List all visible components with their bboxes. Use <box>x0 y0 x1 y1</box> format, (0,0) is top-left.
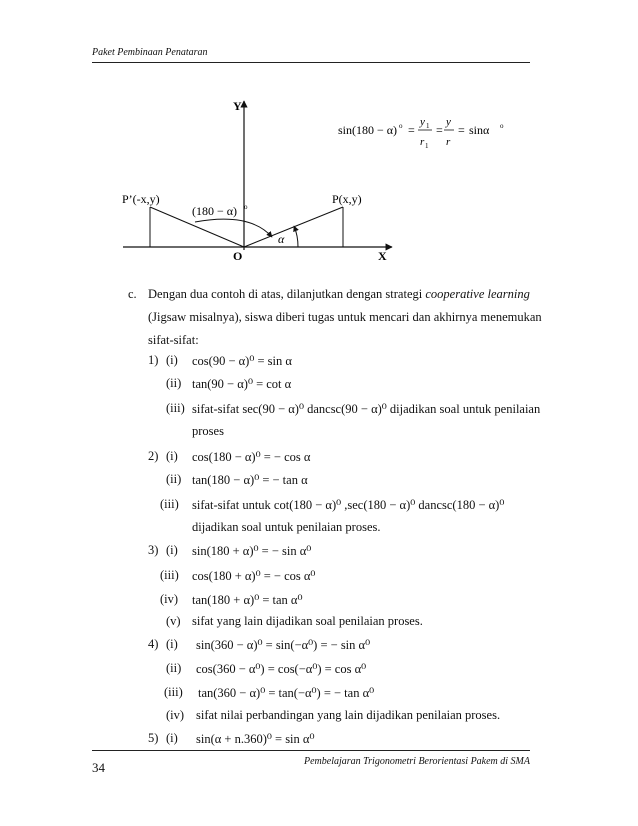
row-text: sifat-sifat sec(90 − α)⁰ dancsc(90 − α)⁰ dijadikan soal untuk penilaian <box>192 402 541 416</box>
formula-lhs: sin(180 − α) <box>338 123 398 137</box>
point-p-label: P(x,y) <box>332 192 362 206</box>
formula-rhs: sinα <box>469 123 490 137</box>
page-header-title: Paket Pembinaan Penataran <box>92 47 208 58</box>
item-c-line3: sifat-sifat: <box>148 333 199 347</box>
row-key: (i) <box>166 731 178 745</box>
frac2-den: r <box>446 136 451 148</box>
formula-eq2: = <box>436 123 443 137</box>
row-formula: cos(180 − α)⁰ = − cos α <box>192 450 311 464</box>
row-key: (iii) <box>160 497 179 511</box>
formula-lhs-deg: o <box>399 122 403 130</box>
unit-circle-figure <box>0 0 638 300</box>
footer-rule <box>92 750 530 751</box>
row-formula: tan(360 − α)⁰ = tan(−α⁰) = − tan α⁰ <box>198 686 375 700</box>
axis-y-label: Y <box>233 99 242 113</box>
row-key: (v) <box>166 614 181 628</box>
row-text: sifat yang lain dijadikan soal penilaian proses. <box>192 614 423 628</box>
row-key: (i) <box>166 543 178 557</box>
row-key: (i) <box>166 637 178 651</box>
row-formula: sin(α + n.360)⁰ = sin α⁰ <box>196 732 315 746</box>
row-text: sifat-sifat untuk cot(180 − α)⁰ ,sec(180 − α)⁰ dancsc(180 − α)⁰ <box>192 498 505 512</box>
row-key: (ii) <box>166 661 182 675</box>
row-number: 5) <box>148 731 159 745</box>
axis-x-label: X <box>378 249 387 263</box>
row-text: sifat nilai perbandingan yang lain dijadikan penilaian proses. <box>196 708 501 722</box>
row-text: dijadikan soal untuk penilaian proses. <box>192 520 381 534</box>
frac1-den-sub: 1 <box>425 142 429 150</box>
arc-180-minus-alpha <box>195 219 272 237</box>
row-formula: tan(180 − α)⁰ = − tan α <box>192 473 308 487</box>
row-formula: cos(180 + α)⁰ = − cos α⁰ <box>192 569 316 583</box>
frac2-num: y <box>446 116 451 128</box>
row-number: 1) <box>148 353 159 367</box>
point-p-prime-label: P’(-x,y) <box>122 192 160 206</box>
frac1-num: y <box>420 116 425 128</box>
item-c-label: c. <box>128 287 137 301</box>
footer-title: Pembelajaran Trigonometri Berorientasi Pakem di SMA <box>304 756 530 767</box>
page-number: 34 <box>92 760 105 775</box>
formula-eq3: = <box>458 123 465 137</box>
row-key: (i) <box>166 353 178 367</box>
formula-rhs-deg: o <box>500 122 504 130</box>
angle-180-label: (180 − α) <box>192 204 238 218</box>
row-formula: sin(360 − α)⁰ = sin(−α⁰) = − sin α⁰ <box>196 638 371 652</box>
item-c-line1-text: Dengan dua contoh di atas, dilanjutkan dengan strategi <box>148 287 426 301</box>
frac1-den: r <box>420 136 425 148</box>
row-key: (iii) <box>166 401 185 415</box>
frac1-num-sub: 1 <box>426 122 430 130</box>
row-key: (iii) <box>160 568 179 582</box>
row-number: 2) <box>148 449 159 463</box>
row-key: (ii) <box>166 376 182 390</box>
row-key: (iv) <box>160 592 179 606</box>
row-formula: cos(360 − α⁰) = cos(−α⁰) = cos α⁰ <box>196 662 367 676</box>
item-c-line1-emph: cooperative learning <box>425 287 530 301</box>
angle-alpha-label: α <box>278 232 285 246</box>
formula-eq1: = <box>408 123 415 137</box>
row-key: (ii) <box>166 472 182 486</box>
item-c-line2: (Jigsaw misalnya), siswa diberi tugas untuk mencari dan akhirnya menemukan <box>148 310 542 324</box>
item-c-line1 <box>148 287 530 302</box>
row-formula: sin(180 + α)⁰ = − sin α⁰ <box>192 544 312 558</box>
row-key: (iv) <box>166 708 185 722</box>
row-formula: tan(90 − α)⁰ = cot α <box>192 377 292 391</box>
angle-180-deg: o <box>244 203 248 211</box>
row-number: 3) <box>148 543 159 557</box>
row-formula: tan(180 + α)⁰ = tan α⁰ <box>192 593 303 607</box>
row-key: (iii) <box>164 685 183 699</box>
arc-alpha <box>294 226 298 247</box>
row-text: proses <box>192 424 224 438</box>
row-number: 4) <box>148 637 159 651</box>
origin-label: O <box>233 249 243 263</box>
row-formula: cos(90 − α)⁰ = sin α <box>192 354 292 368</box>
row-key: (i) <box>166 449 178 463</box>
